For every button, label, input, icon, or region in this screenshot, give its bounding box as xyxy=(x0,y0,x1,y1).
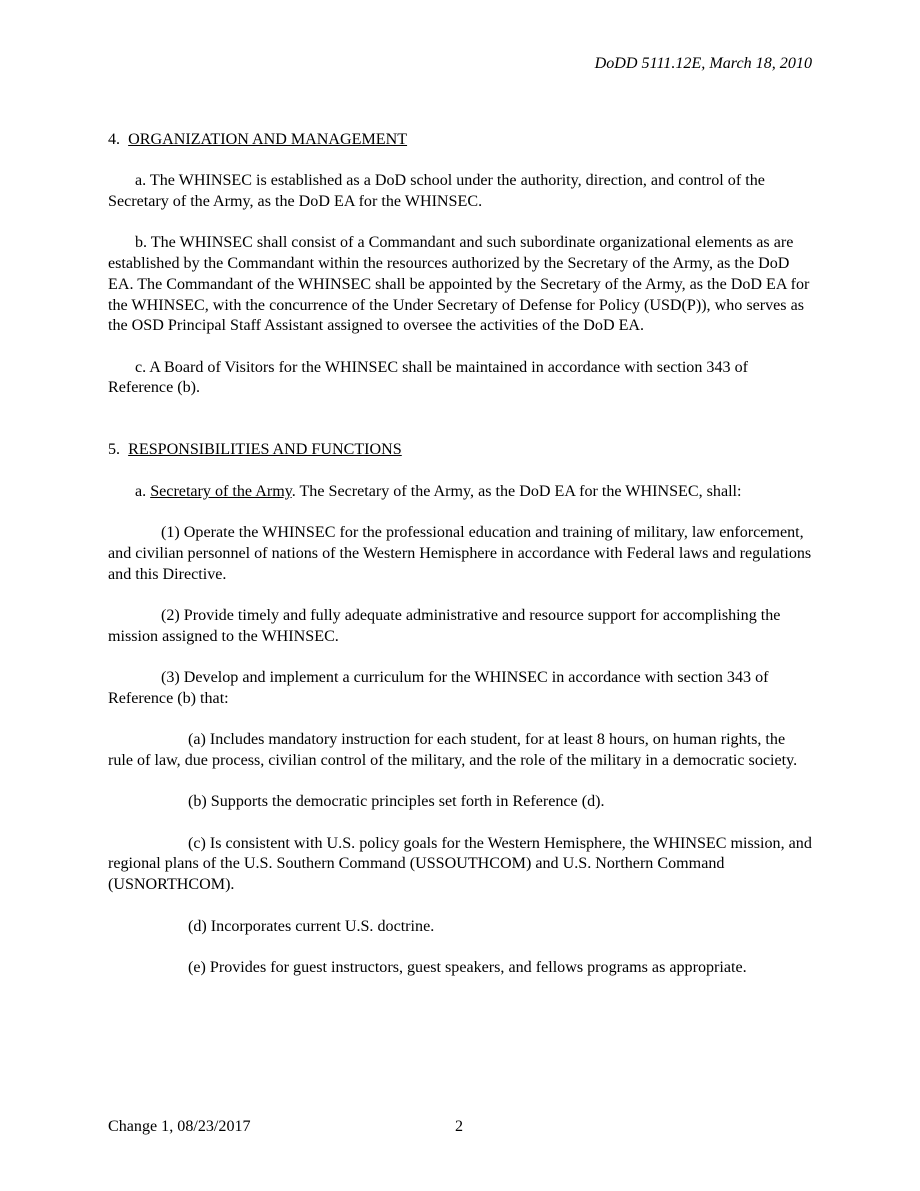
section-4-number: 4. xyxy=(108,131,121,148)
section-4-para-b: b. The WHINSEC shall consist of a Commandant and such subordinate organizational elements as are established by the Commandant within the resources authorized by the Secretary of the Army, as the DoD EA. The Commandant of the WHINSEC shall be appointed by the Secretary of the Army, as the DoD EA for the WHINSEC, with the concurrence of the Under Secretary of Defense for Policy (USD(P)), who serves as the OSD Principal Staff Assistant assigned to oversee the activities of the DoD EA. xyxy=(108,234,810,335)
section-4-para-c: c. A Board of Visitors for the WHINSEC shall be maintained in accordance with section 343 of Reference (b). xyxy=(108,358,748,397)
section-5-number: 5. xyxy=(108,441,121,459)
item-2: (2) Provide timely and fully adequate administrative and resource support for accomplishing the mission assigned to the WHINSEC. xyxy=(108,607,781,645)
section-5-title: RESPONSIBILITIES AND FUNCTIONS xyxy=(128,441,402,459)
section-4-heading xyxy=(108,130,814,151)
sub-item-c: (c) Is consistent with U.S. policy goals for the Western Hemisphere, the WHINSEC mission, and regional plans of the U.S. Southern Command (USSOUTHCOM) and U.S. Northern Command (USNORTHCOM). xyxy=(108,834,812,894)
item-3: (3) Develop and implement a curriculum for the WHINSEC in accordance with section 343 of Reference (b) that: xyxy=(108,669,769,707)
sub-item-a: (a) Includes mandatory instruction for each student, for at least 8 hours, on human rights, the rule of law, due process, civilian control of the military, and the role of the military in a democratic society. xyxy=(108,731,798,769)
section-spacer xyxy=(108,420,814,441)
section-5-para-a-text: . The Secretary of the Army, as the DoD EA for the WHINSEC, shall: xyxy=(291,482,742,500)
section-4-para-a: a. The WHINSEC is established as a DoD school under the authority, direction, and control of the Secretary of the Army, as the DoD EA for the WHINSEC. xyxy=(108,172,765,211)
page-number: 2 xyxy=(455,1118,464,1135)
item-1: (1) Operate the WHINSEC for the professional education and training of military, law enforcement, and civilian personnel of nations of the Western Hemisphere in accordance with Federal laws and regulations and this Directive. xyxy=(108,524,812,583)
sub-item-b: (b) Supports the democratic principles set forth in Reference (d). xyxy=(188,793,605,811)
section-5-para-a-heading: Secretary of the Army xyxy=(150,482,292,500)
section-5-para-a-prefix: a. xyxy=(135,482,151,500)
sub-item-e: (e) Provides for guest instructors, guest speakers, and fellows programs as appropriate. xyxy=(188,958,747,976)
section-4-title: ORGANIZATION AND MANAGEMENT xyxy=(128,131,408,148)
document-header: DoDD 5111.12E, March 18, 2010 xyxy=(594,55,812,72)
document-body xyxy=(108,130,814,999)
section-5-para-a xyxy=(108,482,814,503)
sub-item-d: (d) Incorporates current U.S. doctrine. xyxy=(188,917,435,935)
footer-change-note: Change 1, 08/23/2017 xyxy=(108,1118,251,1135)
section-5-heading xyxy=(108,440,814,461)
